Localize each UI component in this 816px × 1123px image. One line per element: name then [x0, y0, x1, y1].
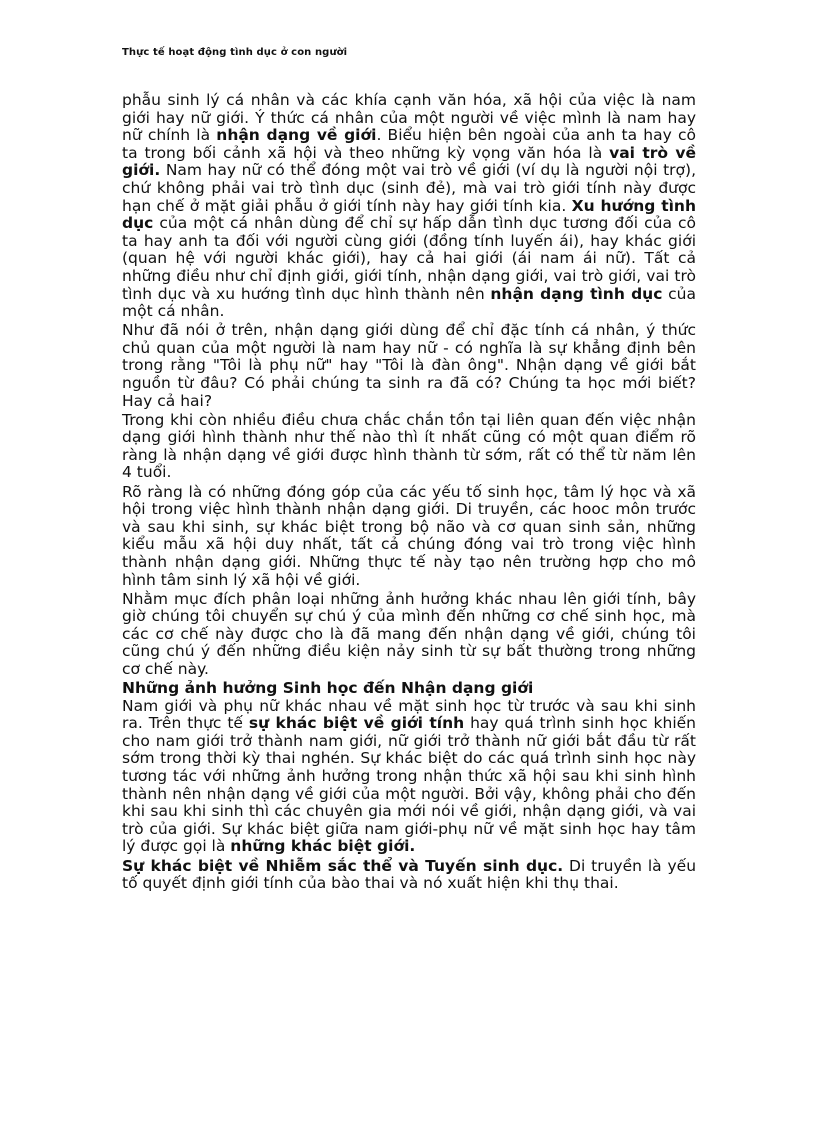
term-sexual-orientation: Xu hướng tình dục: [122, 196, 696, 233]
paragraph-1: phẫu sinh lý cá nhân và các khía cạnh văn hóa, xã hội của việc là nam giới hay nữ giới. Ý thức cá nhân của một người về việc mình là nam hay nữ chính là nhận dạng về giới. Biểu hiện bên ngoài của anh ta hay cô ta trong bối cảnh xã hội và theo những kỳ vọng văn hóa là vai trò về giới. Nam hay nữ có thể đóng một vai trò về giới (ví dụ là người nội trợ), chứ không phải vai trò tình dục (sinh đẻ), mà vai trò giới tính này được hạn chế ở mặt giải phẫu ở giới tính này hay giới tính kia. Xu hướng tình dục của một cá nhân dùng để chỉ sự hấp dẫn tình dục tương đối của cô ta hay anh ta đối với người cùng giới (đồng tính luyến ái), hay khác giới (quan hệ với người khác giới), hay cả hai giới (ái nam ái nữ). Tất cả những điều như chỉ định giới, giới tính, nhận dạng giới, vai trò giới, vai trò tình dục và xu hướng tình dục hình thành nên nhận dạng tình dục của một cá nhân.: [122, 91, 696, 321]
term-gender-differences: những khác biệt giới.: [230, 837, 416, 856]
page-body: [122, 92, 696, 894]
section-heading-biological-influences: Những ảnh hưởng Sinh học đến Nhận dạng giới: [122, 679, 534, 698]
term-gender-identity: nhận dạng về giới: [216, 126, 377, 145]
paragraph-2: Như đã nói ở trên, nhận dạng giới dùng để chỉ đặc tính cá nhân, ý thức chủ quan của một người là nam hay nữ - có nghĩa là sự khẳng định bên trong rằng "Tôi là phụ nữ" hay "Tôi là đàn ông". Nhận dạng về giới bắt nguồn từ đâu? Có phải chúng ta sinh ra đã có? Chúng ta học mới biết? Hay cả hai?: [122, 321, 696, 410]
paragraph-4: Rõ ràng là có những đóng góp của các yếu tố sinh học, tâm lý học và xã hội trong việc hình thành nhận dạng giới. Di truyền, các hooc môn trước và sau khi sinh, sự khác biệt trong bộ não và cơ quan sinh sản, những kiểu mẫu xã hội duy nhất, tất cả chúng đóng vai trò trong việc hình thành nhận dạng giới. Những thực tế này tạo nên trường hợp cho mô hình tâm sinh lý xã hội về giới.: [122, 482, 696, 589]
paragraph-3: Trong khi còn nhiều điều chưa chắc chắn tồn tại liên quan đến việc nhận dạng giới hình thành như thế nào thì ít nhất cũng có một quan điểm rõ ràng là nhận dạng về giới được hình thành từ sớm, rất có thể từ năm lên 4 tuổi.: [122, 410, 696, 482]
subheading-chromosomes-gonads: Sự khác biệt về Nhiễm sắc thể và Tuyến sinh dục.: [122, 856, 564, 875]
term-sexual-identity: nhận dạng tình dục: [490, 284, 663, 303]
paragraph-5: Nhằm mục đích phân loại những ảnh hưởng khác nhau lên giới tính, bây giờ chúng tôi chuyển sự chú ý của mình đến những cơ chế sinh học, mà các cơ chế này được cho là đã mang đến nhận dạng về giới, chúng tôi cũng chú ý đến những điều kiện nảy sinh từ sự bất thường trong những cơ chế này.: [122, 589, 696, 678]
term-sex-differences: sự khác biệt về giới tính: [248, 714, 465, 733]
term-gender-role: vai trò về giới.: [122, 143, 696, 180]
paragraph-6: Nam giới và phụ nữ khác nhau về mặt sinh học từ trước và sau khi sinh ra. Trên thực tế sự khác biệt về giới tính hay quá trình sinh học khiến cho nam giới trở thành nam giới, nữ giới trở thành nữ giới bắt đầu từ rất sớm trong thời kỳ thai nghén. Sự khác biệt do các quá trình sinh học này tương tác với những ảnh hưởng trong nhận thức xã hội sau khi sinh hình thành nên nhận dạng về giới của một người. Bởi vậy, không phải cho đến khi sau khi sinh thì các chuyên gia mới nói về giới, nhận dạng giới, và vai trò của giới. Sự khác biệt giữa nam giới-phụ nữ về mặt sinh học hay tâm lý được gọi là những khác biệt giới.: [122, 696, 697, 856]
paragraph-7: Sự khác biệt về Nhiễm sắc thể và Tuyến sinh dục. Di truyền là yếu tố quyết định giới tính của bào thai và nó xuất hiện khi thụ thai.: [122, 856, 697, 893]
running-header: Thực tế hoạt động tình dục ở con người: [122, 47, 348, 58]
